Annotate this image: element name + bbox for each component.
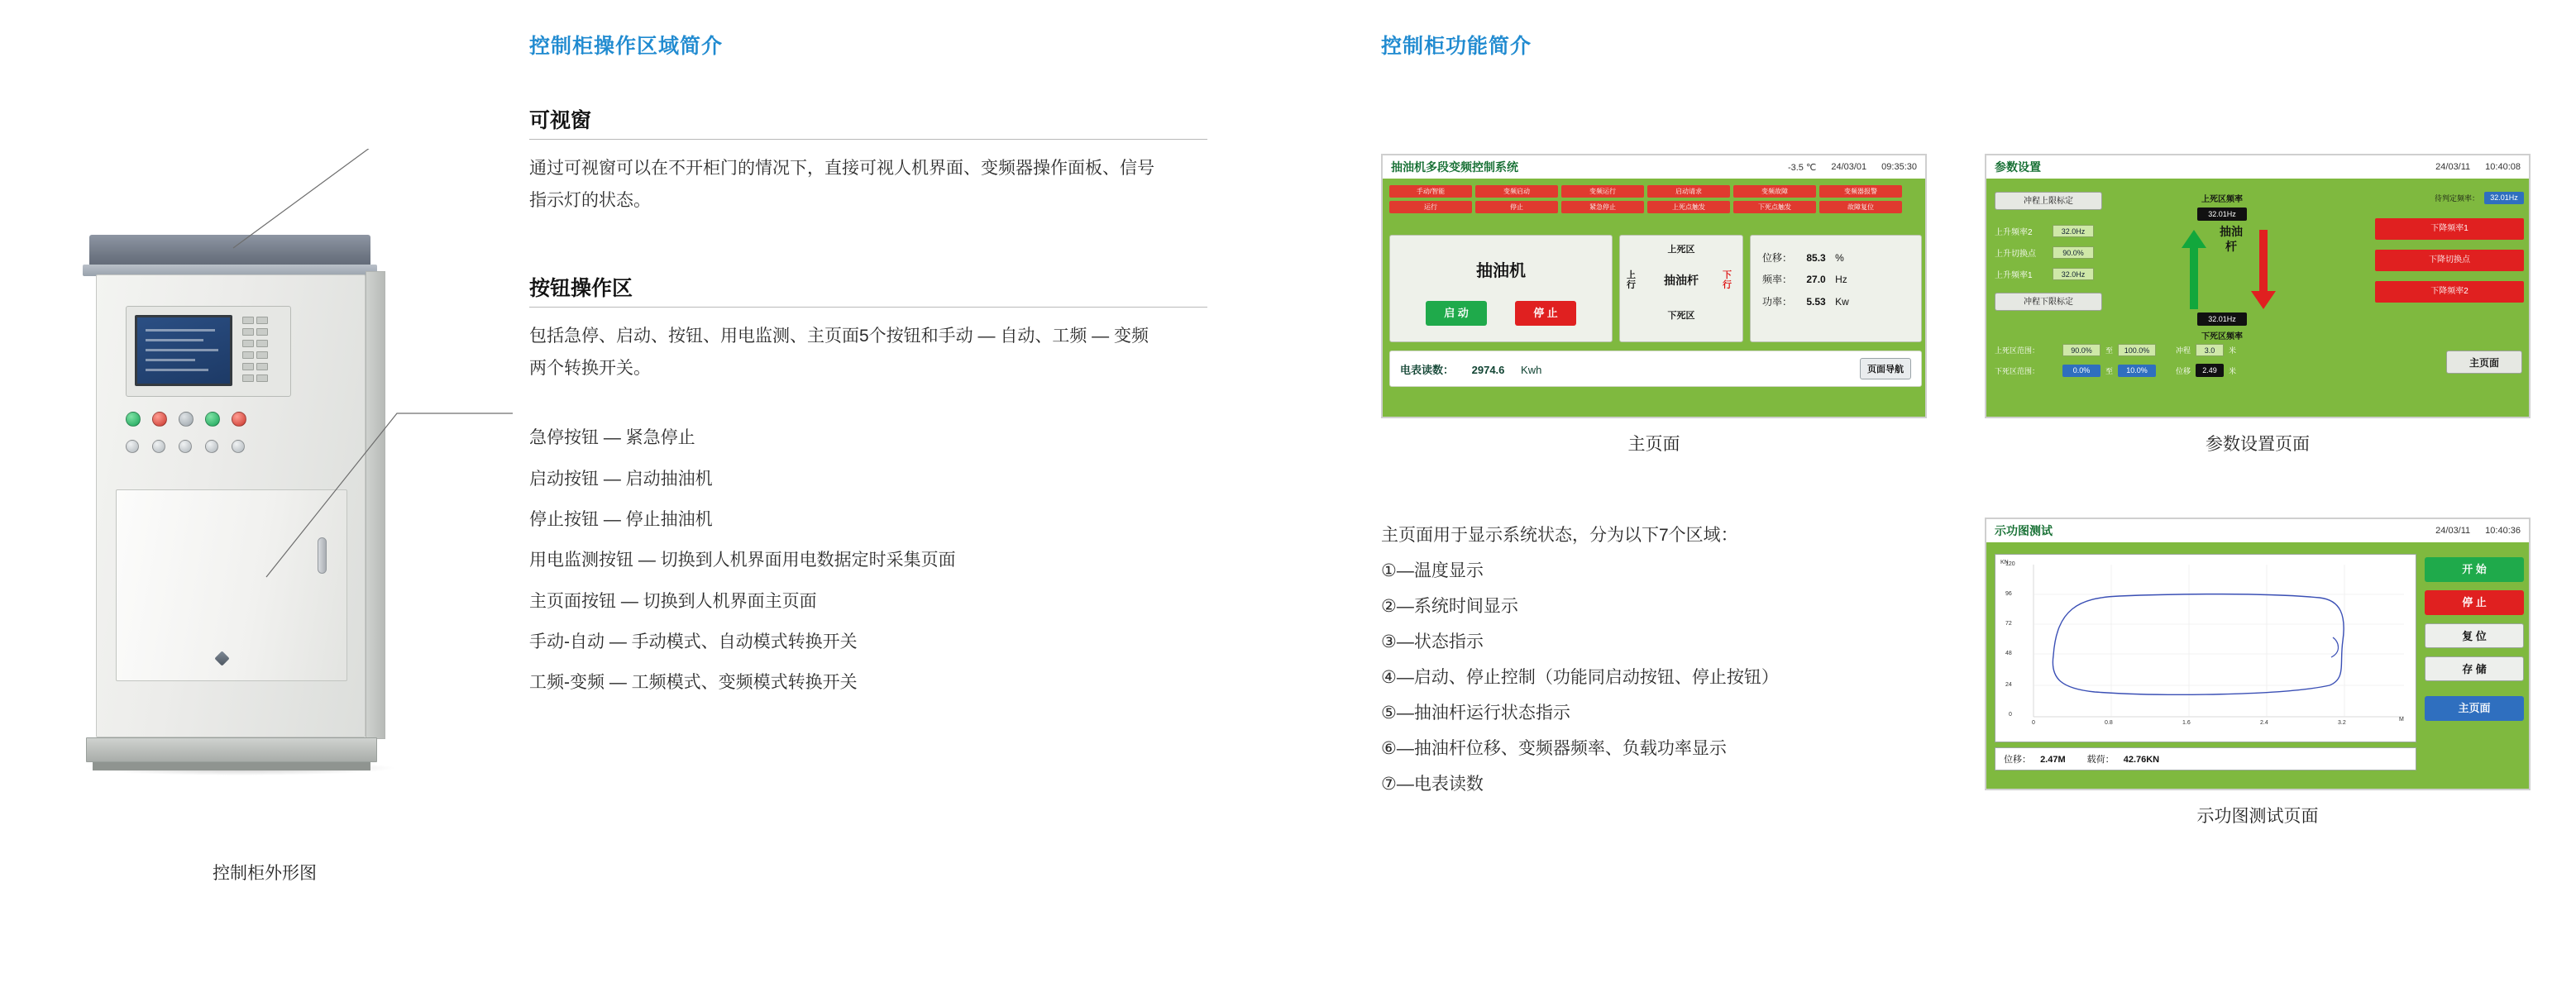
chart-y-tick: 48 xyxy=(2005,651,2012,656)
param-bottom-zone-value: 32.01Hz xyxy=(2197,312,2247,326)
button-function-list xyxy=(529,417,1207,703)
readout-unit: Hz xyxy=(1835,274,1847,286)
text-visual-window: 通过可视窗可以在不开柜门的情况下，直接可视人机界面、变频器操作面板、信号指示灯的状态。 xyxy=(529,159,1154,210)
param-remaining-label: 待判定频率： xyxy=(2434,194,2479,203)
hmi-home-nav-button[interactable]: 页面导航 xyxy=(1860,358,1911,379)
hmi-home-time: 09:35:30 xyxy=(1881,161,1917,172)
chart-y-tick: 120 xyxy=(2005,561,2015,567)
readout-value: 85.3 xyxy=(1806,252,1826,264)
chart-y-tick: 24 xyxy=(2005,682,2012,688)
chart-x-tick: 0.8 xyxy=(2105,720,2113,726)
meter-value: 2974.6 xyxy=(1471,363,1505,376)
arrow-up-icon xyxy=(2178,227,2211,309)
status-tag: 故障复位 xyxy=(1819,201,1902,213)
param-remaining-value: 32.01Hz xyxy=(2484,192,2524,204)
dynamometer-footer xyxy=(1995,747,2416,770)
zone-item: ⑤—抽油杆运行状态指示 xyxy=(1381,704,1570,723)
status-tag: 变频运行 xyxy=(1561,185,1644,198)
status-tag: 手动/智能 xyxy=(1389,185,1472,198)
readout-label: 功率： xyxy=(1762,295,1793,308)
divider-1 xyxy=(529,139,1207,140)
rod-zone-top: 上死区 xyxy=(1667,245,1695,255)
chart-y-tick: 96 xyxy=(2005,591,2012,597)
hmi-home-stop-button[interactable]: 停 止 xyxy=(1515,301,1576,326)
hmi-home-temperature: -3.5 ℃ xyxy=(1787,162,1817,173)
status-tag: 紧急停止 xyxy=(1561,201,1644,213)
hmi-home-pump-label: 抽油机 xyxy=(1476,262,1526,280)
rod-dir-down: 下行 xyxy=(1723,270,1732,291)
param-value[interactable]: 32.0Hz xyxy=(2053,268,2094,280)
param-extra-label: 冲程 xyxy=(2176,346,2191,355)
readout-unit: Kw xyxy=(1835,295,1849,308)
dyn-reset-button[interactable]: 复 位 xyxy=(2425,623,2524,648)
zone-item: ⑦—电表读数 xyxy=(1381,775,1484,794)
dyn-home-button[interactable]: 主页面 xyxy=(2425,696,2524,721)
hmi-params-title: 参数设置 xyxy=(1995,160,2041,174)
param-range-v1[interactable]: 90.0% xyxy=(2062,344,2100,356)
param-label: 上升切换点 xyxy=(1995,250,2036,259)
chart-x-tick: 3.2 xyxy=(2338,720,2346,726)
status-tag: 上死点触发 xyxy=(1647,201,1730,213)
chart-y-tick: 0 xyxy=(2009,712,2012,718)
zone-item: ④—启动、停止控制（功能同启动按钮、停止按钮） xyxy=(1381,668,1779,688)
param-label: 上升频率1 xyxy=(1995,271,2033,280)
readout-row xyxy=(1762,269,1909,290)
dyn-stop-button[interactable]: 停 止 xyxy=(2425,590,2524,615)
hmi-screen-params xyxy=(1985,154,2531,418)
status-tag: 运行 xyxy=(1389,201,1472,213)
list-item: 手动-自动 — 手动模式、自动模式转换开关 xyxy=(529,632,858,652)
chart-x-unit: M xyxy=(2399,717,2404,723)
list-item: 启动按钮 — 启动抽油机 xyxy=(529,469,713,489)
status-tag: 停止 xyxy=(1475,201,1558,213)
param-label: 上升频率2 xyxy=(1995,228,2033,237)
list-item: 停止按钮 — 停止抽油机 xyxy=(529,510,713,530)
cabinet-base xyxy=(86,737,377,762)
param-home-button[interactable]: 主页面 xyxy=(2446,351,2522,374)
readout-value: 5.53 xyxy=(1806,295,1826,308)
list-item: 急停按钮 — 紧急停止 xyxy=(529,428,695,448)
dyn-save-button[interactable]: 存 储 xyxy=(2425,656,2524,681)
param-range-v1[interactable]: 0.0% xyxy=(2062,365,2100,377)
status-tag: 启动请求 xyxy=(1647,185,1730,198)
param-btn-down-freq2[interactable]: 下降频率2 xyxy=(2375,281,2524,303)
param-rod-label: 抽油杆 xyxy=(2220,225,2243,253)
hmi-params-time: 10:40:08 xyxy=(2485,162,2521,172)
list-item: 工频-变频 — 工频模式、变频模式转换开关 xyxy=(529,673,858,693)
status-tag: 变频器报警 xyxy=(1819,185,1902,198)
caption-screen-home: 主页面 xyxy=(1627,435,1680,454)
param-extra-value[interactable]: 3.0 xyxy=(2196,344,2224,356)
chart-x-tick: 0 xyxy=(2032,720,2035,726)
status-tag: 变频故障 xyxy=(1733,185,1816,198)
param-btn-down-switch[interactable]: 下降切换点 xyxy=(2375,250,2524,271)
readout-unit: % xyxy=(1835,252,1844,264)
hmi-screen-home xyxy=(1381,154,1927,418)
cabinet-base-plinth xyxy=(93,762,370,770)
list-item: 主页面按钮 — 切换到人机界面主页面 xyxy=(529,591,817,611)
hmi-params-date: 24/03/11 xyxy=(2435,162,2471,172)
hmi-dyn-date: 24/03/11 xyxy=(2435,526,2471,536)
readout-row xyxy=(1762,247,1909,269)
param-range-label: 下死区范围： xyxy=(1995,366,2040,375)
divider-2 xyxy=(529,307,1207,308)
hmi-home-start-button[interactable]: 启 动 xyxy=(1426,301,1487,326)
param-extra-value: 2.49 xyxy=(2196,364,2224,377)
param-extra-label: 位移 xyxy=(2176,366,2191,375)
home-zone-description xyxy=(1381,518,1927,802)
rod-label: 抽油杆 xyxy=(1664,274,1699,288)
readout-label: 频率： xyxy=(1762,274,1793,286)
caption-screen-dyn: 示功图测试页面 xyxy=(2196,807,2319,826)
chart-y-tick: 72 xyxy=(2005,621,2012,627)
param-extra-unit: 米 xyxy=(2229,366,2237,375)
param-range-sep: 至 xyxy=(2105,366,2114,375)
dynamometer-chart-svg xyxy=(1995,555,2416,742)
param-top-zone-label: 上死区频率 xyxy=(2201,195,2243,204)
param-top-zone-value: 32.01Hz xyxy=(2197,208,2247,221)
dynamometer-plot xyxy=(1995,554,2416,742)
param-btn-stroke-lower[interactable]: 冲程下限标定 xyxy=(1995,293,2102,311)
hmi-home-status-tags xyxy=(1389,185,1922,213)
zone-item: ③—状态指示 xyxy=(1381,632,1484,652)
column-function-intro xyxy=(1381,30,2539,826)
text-button-area: 包括急停、启动、按钮、用电监测、主页面5个按钮和手动 — 自动、工频 — 变频两个转换开关。 xyxy=(529,326,1149,378)
zone-item: ⑥—抽油杆位移、变频器频率、负载功率显示 xyxy=(1381,739,1727,759)
hmi-dyn-title: 示功图测试 xyxy=(1995,524,2053,537)
param-range-v2[interactable]: 10.0% xyxy=(2118,365,2156,377)
param-extra-unit: 米 xyxy=(2229,346,2237,355)
param-btn-stroke-upper[interactable]: 冲程上限标定 xyxy=(1995,192,2102,210)
hmi-home-header xyxy=(1383,155,1925,180)
heading-visual-window: 可视窗 xyxy=(529,109,592,132)
section-title-operation: 控制柜操作区域简介 xyxy=(529,35,724,58)
param-value[interactable]: 32.0Hz xyxy=(2053,225,2094,237)
chart-x-tick: 2.4 xyxy=(2260,720,2268,726)
hmi-screen-dynamometer xyxy=(1985,518,2531,790)
hmi-home-readouts xyxy=(1750,235,1922,342)
dyn-displacement-value: 2.47M xyxy=(2040,755,2066,765)
hmi-home-control-panel xyxy=(1389,235,1613,342)
heading-button-area: 按钮操作区 xyxy=(529,276,633,300)
readout-value: 27.0 xyxy=(1806,274,1826,286)
hmi-params-header xyxy=(1986,155,2529,180)
cabinet-caption: 控制柜外形图 xyxy=(213,864,317,883)
hmi-home-footer xyxy=(1389,351,1922,387)
param-btn-down-freq1[interactable]: 下降频率1 xyxy=(2375,218,2524,240)
status-tag: 下死点触发 xyxy=(1733,201,1816,213)
rod-dir-up: 上行 xyxy=(1627,270,1636,291)
hmi-home-title: 抽油机多段变频控制系统 xyxy=(1391,160,1518,174)
chart-x-tick: 1.6 xyxy=(2182,720,2191,726)
caption-screen-params: 参数设置页面 xyxy=(2206,435,2310,454)
dyn-load-label: 载荷： xyxy=(2086,755,2115,765)
status-tag: 变频启动 xyxy=(1475,185,1558,198)
dyn-start-button[interactable]: 开 始 xyxy=(2425,557,2524,582)
hmi-home-date: 24/03/01 xyxy=(1831,161,1867,172)
section-title-function: 控制柜功能简介 xyxy=(1381,35,1532,58)
hmi-dyn-time: 10:40:36 xyxy=(2485,526,2521,536)
dyn-load-value: 42.76KN xyxy=(2123,755,2160,765)
readout-label: 位移： xyxy=(1762,252,1793,264)
list-item: 用电监测按钮 — 切换到人机界面用电数据定时采集页面 xyxy=(529,551,956,570)
readout-row xyxy=(1762,291,1909,312)
param-range-sep: 至 xyxy=(2105,346,2114,355)
param-value[interactable]: 90.0% xyxy=(2053,246,2094,259)
rod-zone-bottom: 下死区 xyxy=(1667,311,1695,322)
zone-item: ①—温度显示 xyxy=(1381,561,1484,581)
hmi-dyn-header xyxy=(1986,519,2529,544)
param-range-label: 上死区范围： xyxy=(1995,346,2040,355)
zone-intro: 主页面用于显示系统状态，分为以下7个区域： xyxy=(1381,526,1738,545)
zone-item: ②—系统时间显示 xyxy=(1381,597,1518,617)
column-operation-area xyxy=(529,30,1207,704)
meter-label: 电表读数： xyxy=(1400,363,1455,376)
hmi-home-rod-status xyxy=(1619,235,1743,342)
arrow-down-icon xyxy=(2248,227,2281,309)
dyn-displacement-label: 位移： xyxy=(2004,755,2031,765)
dynamometer-side-buttons xyxy=(2425,557,2524,729)
meter-unit: Kwh xyxy=(1521,363,1542,376)
param-bottom-zone-label: 下死区频率 xyxy=(2201,332,2243,341)
param-range-v2[interactable]: 100.0% xyxy=(2118,344,2156,356)
chart-y-unit: KN xyxy=(2000,560,2009,565)
